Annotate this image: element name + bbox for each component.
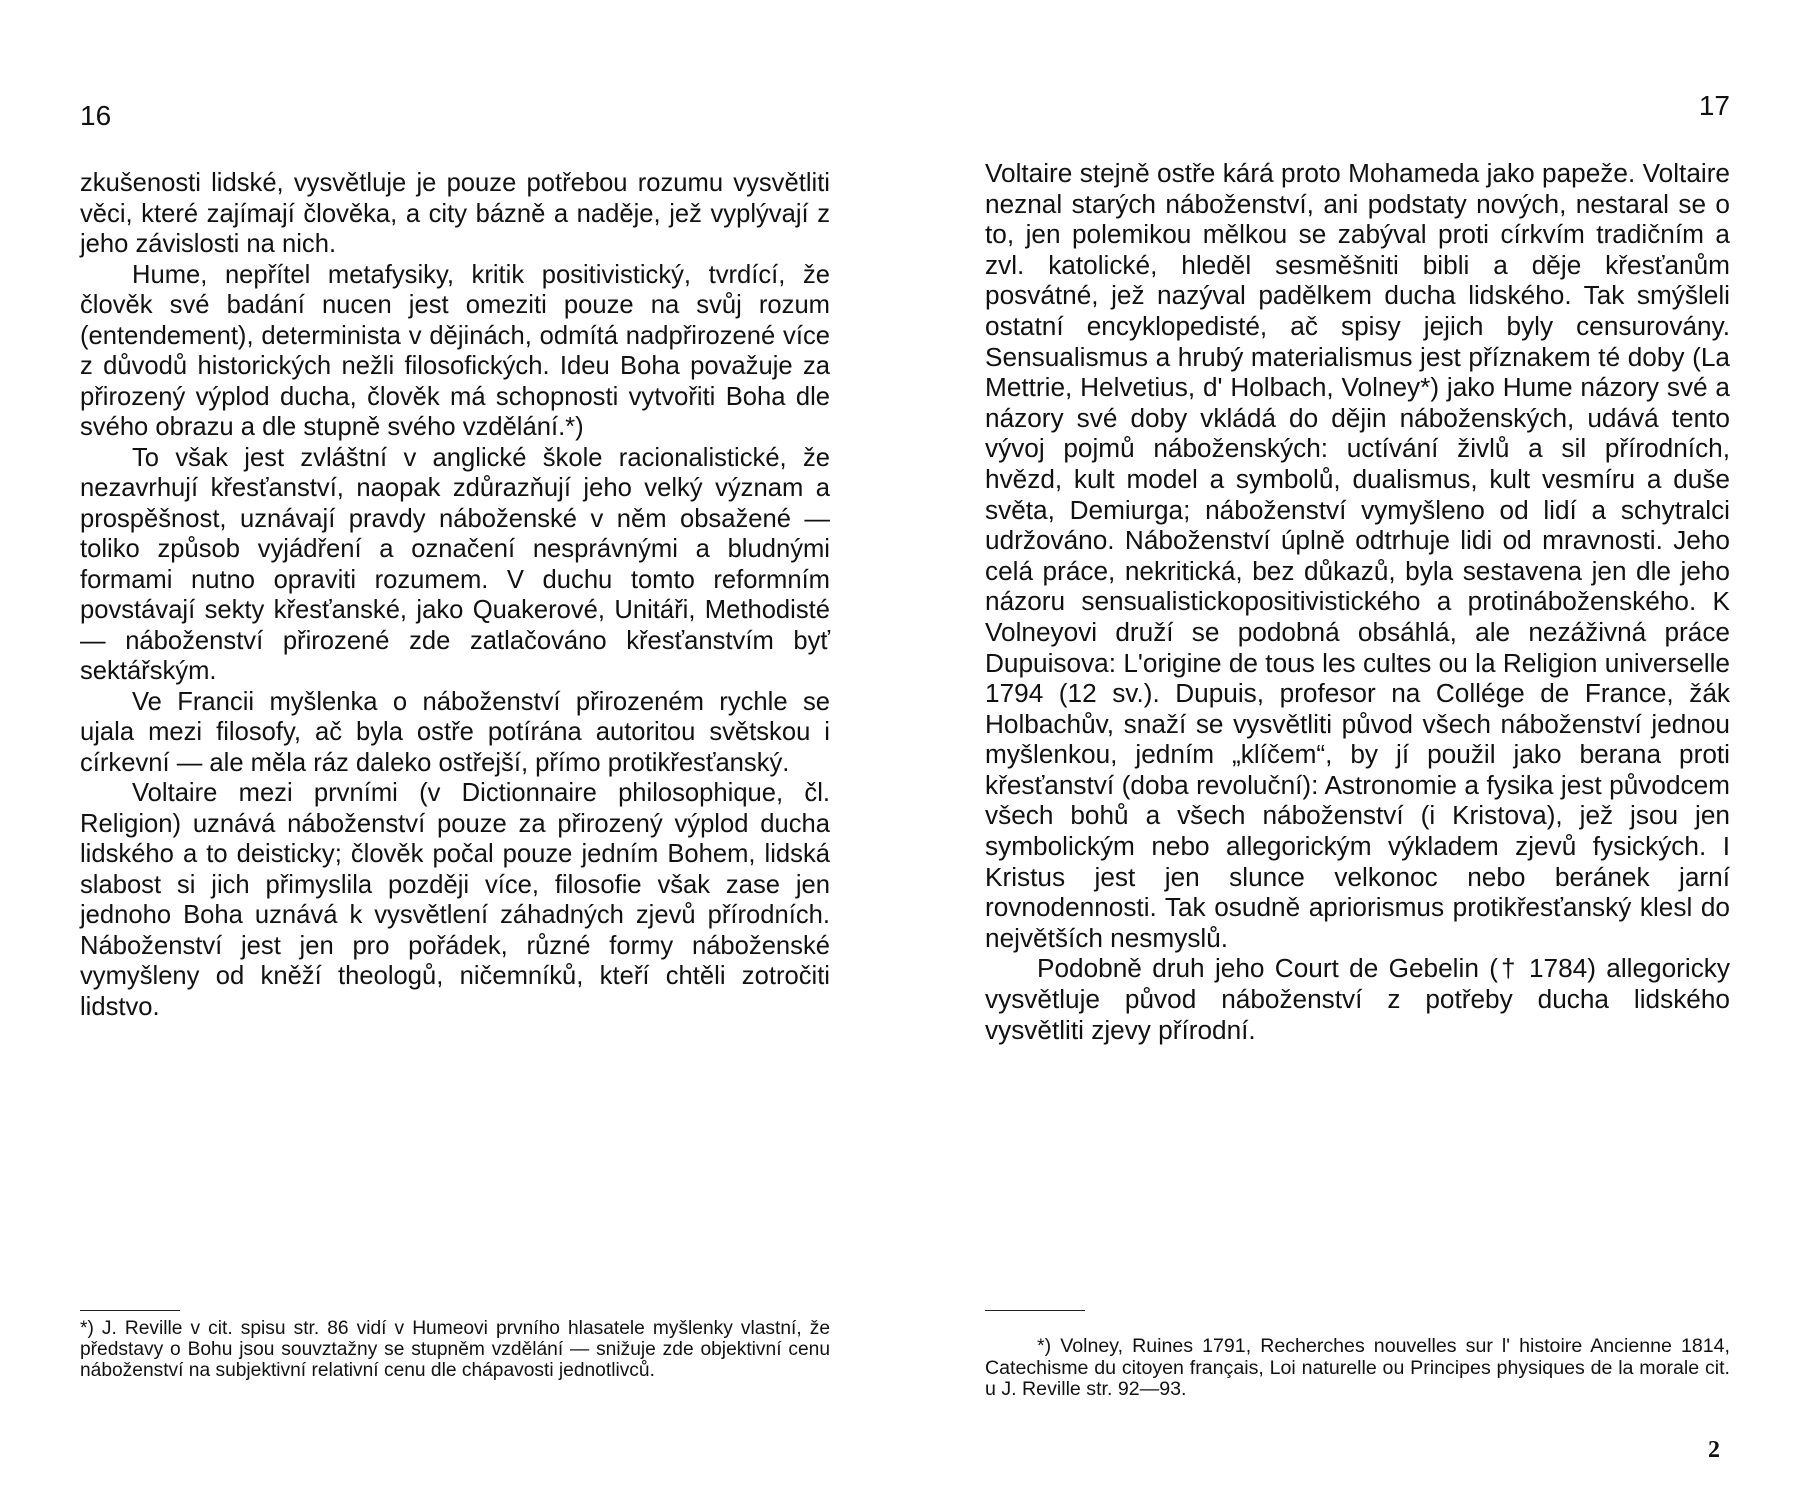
footnote-rule (985, 1310, 1085, 1311)
paragraph: To však jest zvláštní v anglické škole racionalistické, že nezavrhují křesťanství, naopak zdůrazňují jeho velký význam a prospěšnost, uznávají pravdy náboženské v něm obsažené — toliko způsob vyjádření a označení nesprávnými a bludnými formami nutno opraviti rozumem. V duchu tomto reformním povstávají sekty křesťanské, jako Quakerové, Unitáři, Methodisté — náboženství přirozené zde zatlačováno křesťanstvím byť sektářským. (80, 443, 830, 685)
paragraph: zkušenosti lidské, vysvětluje je pouze potřebou rozumu vysvětliti věci, které zajímají člověka, a city bázně a naděje, jež vyplývají z jeho závislosti na nich. (80, 169, 830, 258)
signature-mark: 2 (1708, 1437, 1720, 1463)
footnote-rule (80, 1310, 180, 1311)
footnote: *) J. Reville v cit. spisu str. 86 vidí v Humeovi prvního hlasatele myšlenky vlastní, že představy o Bohu jsou souvztažny se stupněm vzdělání — snižuje zde objektivní cenu náboženství na subjektivní relativní cenu dle chápavosti jednotlivců. (80, 1318, 830, 1381)
paragraph: Hume, nepřítel metafysiky, kritik positivistický, tvrdící, že člověk své badání nucen jest omeziti pouze na svůj rozum (entendement), determinista v dějinách, odmítá nadpřirozené více z důvodů historických nežli filosofických. Ideu Boha považuje za přirozený výplod ducha, člověk má schopnosti vytvořiti Boha dle svého obrazu a dle stupně svého vzdělání.*) (80, 260, 830, 441)
footnote: *) Volney, Ruines 1791, Recherches nouvelles sur l' histoire Ancienne 1814, Catechisme du citoyen français, Loi naturelle ou Principes physiques de la morale cit. u J. Reville str. 92—93. (985, 1335, 1730, 1400)
body-text (80, 168, 830, 1022)
paragraph: Ve Francii myšlenka o náboženství přirozeném rychle se ujala mezi filosofy, ač byla ostře potírána autoritou světskou i církevní — ale měla ráz daleko ostřejší, přímo protikřesťanský. (80, 687, 830, 777)
paragraph: Voltaire stejně ostře kárá proto Mohameda jako papeže. Voltaire neznal starých náboženství, ani podstaty nových, nestaral se o to, jen polemikou mělkou se zabýval proti církvím tradičním a zvl. katolické, hleděl sesměšniti bibli a děje křesťanům posvátné, jež nazýval padělkem ducha lidského. Tak smýšleli ostatní encyklopedisté, ač spisy jejich byly censurovány. Sensualismus a hrubý materialismus jest příznakem té doby (La Mettrie, Helvetius, d' Holbach, Volney*) jako Hume názory své a názory své doby vkládá do dějin náboženských, udává tento vývoj pojmů náboženských: uctívání živlů a sil přírodních, hvězd, kult model a symbolů, dualismus, kult vesmíru a duše světa, Demiurga; náboženství vymyšleno od lidí a schytralci udržováno. Náboženství úplně odtrhuje lidi od mravnosti. Jeho celá práce, nekritická, bez důkazů, byla sestavena jen dle jeho názoru sensualistickopositivistického a protináboženského. K Volneyovi druží se podobná obsáhlá, ale nezáživná práce Dupuisova: L'origine de tous les cultes ou la Religion universelle 1794 (12 sv.). Dupuis, profesor na Collége de France, žák Holbachův, snaží se vysvětliti původ všech náboženství jednou myšlenkou, jedním „klíčem“, by jí použil jako berana proti křesťanství (doba revoluční): Astronomie a fysika jest původcem všech bohů a všech náboženství (i Kristova), jež jsou jen symbolickým nebo allegorickým výkladem zjevů fysických. I Kristus jest jen slunce velkonoc nebo beránek jarní rovnodennosti. Tak osudně apriorismus protikřesťanský klesl do největších nesmyslů. (985, 158, 1730, 953)
left-page (80, 0, 830, 1500)
paragraph: Podobně druh jeho Court de Gebelin († 1784) allegoricky vysvětluje původ náboženství z potřeby ducha lidského vysvětliti zjevy přírodní. (985, 953, 1730, 1045)
right-page (985, 0, 1730, 1500)
page-number: 16 (80, 100, 112, 131)
paragraph: Voltaire mezi prvními (v Dictionnaire philosophique, čl. Religion) uznává náboženství pouze za přirozený výplod ducha lidského a to deisticky; člověk počal pouze jedním Bohem, lidská slabost si jich přimyslila později více, filosofie však zase jen jednoho Boha uznává k vysvětlení záhadných zjevů přírodních. Náboženství jest jen pro pořádek, různé formy náboženské vymyšleny od kněží theologů, ničemníků, kteří chtěli zotročiti lidstvo. (80, 779, 830, 1021)
page-number: 17 (1698, 90, 1730, 121)
body-text (985, 158, 1730, 1045)
